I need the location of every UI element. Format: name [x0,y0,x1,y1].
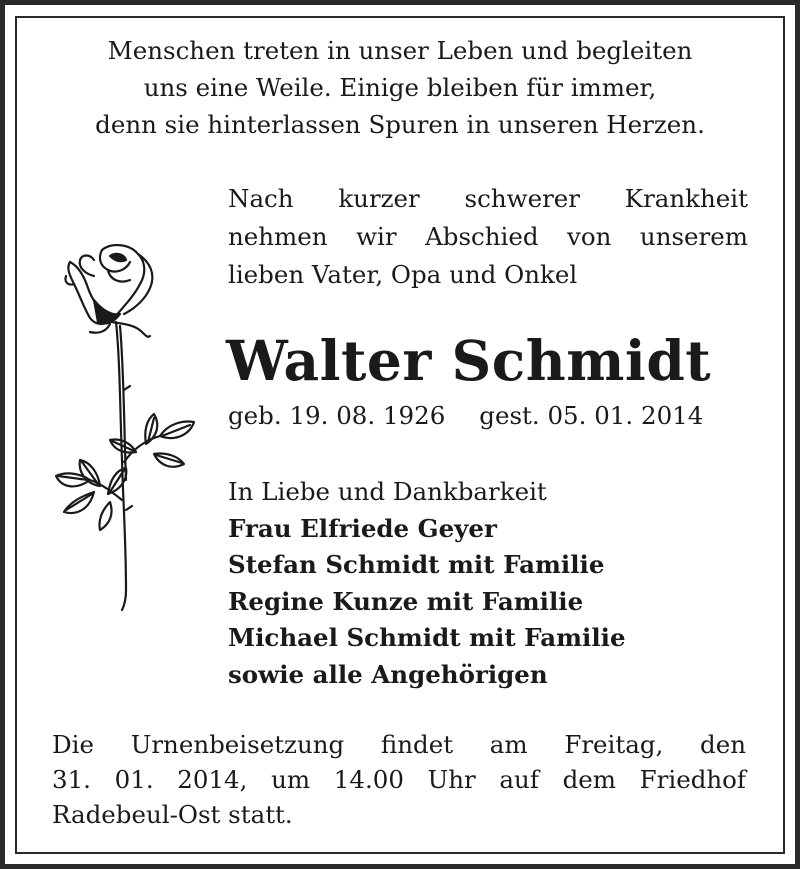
quote-line: denn sie hinterlassen Spuren in unseren Herzen. [95,110,705,139]
mourner-name: Michael Schmidt mit Familie [228,623,626,652]
deceased-name: Walter Schmidt [226,328,712,393]
opening-quote [30,32,770,143]
closing-line: 31. 01. 2014, um 14.00 Uhr auf dem Friedhof [52,765,746,794]
announcement-intro [228,180,748,294]
life-dates [228,397,703,435]
mourner-name: Frau Elfriede Geyer [228,513,497,543]
closing-line: Die Urnenbeisetzung findet am Freitag, den [52,730,746,759]
mourner-name: sowie alle Angehörigen [228,659,548,689]
intro-line: nehmen wir Abschied von unserem [228,222,748,251]
mourners-block [228,474,626,693]
rose-icon [50,240,200,620]
intro-line: lieben Vater, Opa und Onkel [228,260,578,289]
intro-line: Nach kurzer schwerer Krankheit [228,184,748,213]
birth-date: geb. 19. 08. 1926 [228,401,446,430]
mourner-name: Regine Kunze mit Familie [228,586,584,616]
burial-notice [52,727,746,832]
mourner-name: Stefan Schmidt mit Familie [228,550,605,579]
death-date: gest. 05. 01. 2014 [479,401,704,430]
closing-line: Radebeul-Ost statt. [52,800,293,829]
quote-line: uns eine Weile. Einige bleiben für immer, [143,73,657,102]
mourners-heading: In Liebe und Dankbarkeit [228,477,547,506]
quote-line: Menschen treten in unser Leben und begleiten [107,36,693,65]
